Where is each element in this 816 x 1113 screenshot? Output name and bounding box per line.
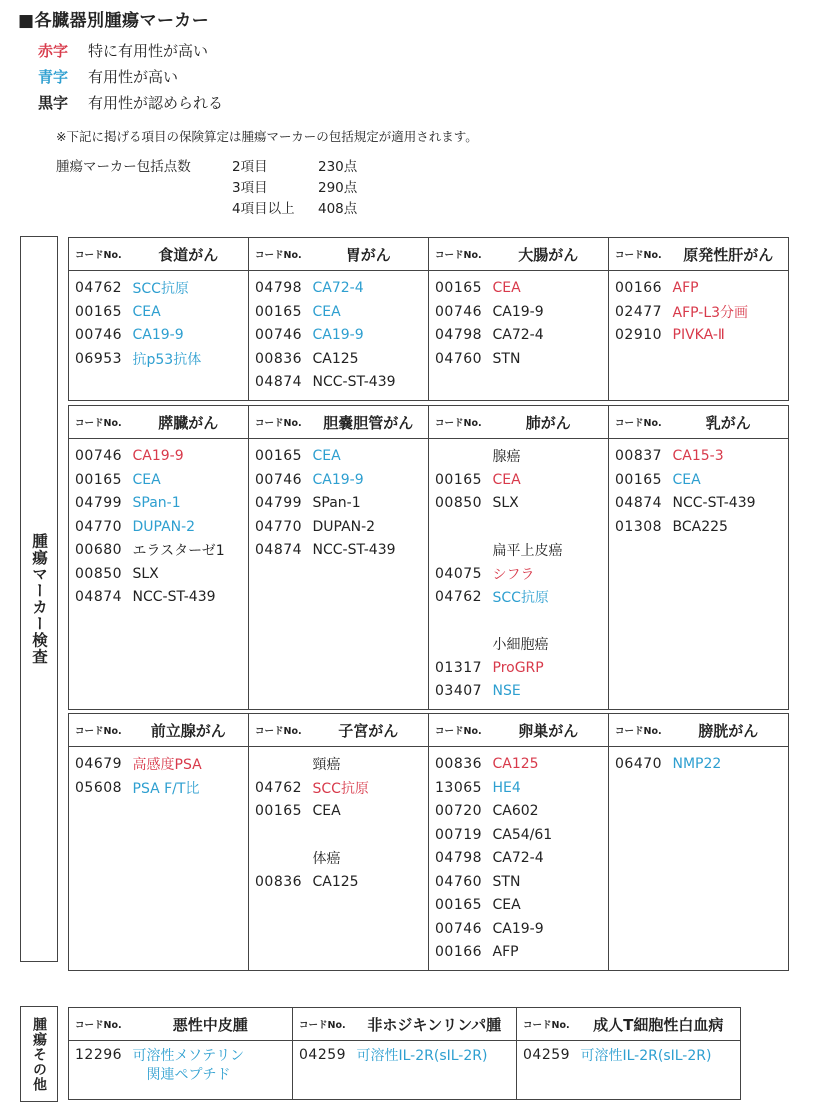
marker-code bbox=[609, 823, 669, 847]
marker-code: 04770 bbox=[255, 518, 303, 535]
marker-name: 小細胞癌 bbox=[489, 633, 609, 657]
table-row bbox=[69, 445, 789, 469]
marker-name: CA19-9 bbox=[489, 300, 609, 324]
marker-code: 00680 bbox=[75, 542, 123, 559]
marker-name: BCA225 bbox=[672, 518, 728, 535]
marker-name: NCC-ST-439 bbox=[129, 586, 249, 610]
code-column-header: コードNo. bbox=[429, 238, 489, 271]
marker-name bbox=[309, 609, 429, 633]
marker-name bbox=[309, 823, 429, 847]
marker-code: 00165 bbox=[435, 897, 483, 914]
marker-name: PSA F/T比 bbox=[129, 776, 249, 800]
marker-code bbox=[609, 941, 669, 965]
marker-name: ProGRP bbox=[489, 656, 609, 680]
table-row bbox=[69, 870, 789, 894]
marker-code bbox=[609, 847, 669, 871]
marker-name: SPan-1 bbox=[309, 492, 429, 516]
marker-name bbox=[669, 562, 789, 586]
marker-table-2 bbox=[68, 405, 789, 710]
cancer-type-header: 非ホジキンリンパ腫 bbox=[353, 1008, 517, 1041]
cancer-type-header: 膀胱がん bbox=[669, 714, 789, 747]
table-row bbox=[69, 656, 789, 680]
table-row bbox=[69, 539, 789, 563]
side-label-text: 腫瘍その他 bbox=[31, 1016, 47, 1092]
marker-name bbox=[669, 609, 789, 633]
marker-name: CA19-9 bbox=[129, 445, 249, 469]
marker-name bbox=[669, 656, 789, 680]
marker-name bbox=[669, 776, 789, 800]
marker-name: CA72-4 bbox=[309, 277, 429, 301]
marker-code: 04798 bbox=[435, 327, 483, 344]
legend-blue bbox=[38, 66, 178, 87]
marker-name: 高感度PSA bbox=[129, 753, 249, 777]
cancer-type-header: 原発性肝がん bbox=[669, 238, 789, 271]
marker-name bbox=[489, 515, 609, 539]
marker-code bbox=[429, 539, 489, 563]
points-value: 290点 bbox=[318, 180, 358, 196]
code-column-header: コードNo. bbox=[609, 406, 669, 439]
marker-name bbox=[577, 1041, 741, 1100]
marker-code bbox=[249, 847, 309, 871]
marker-code: 00719 bbox=[435, 826, 483, 843]
marker-name bbox=[669, 586, 789, 610]
marker-code bbox=[429, 609, 489, 633]
marker-name: CEA bbox=[129, 468, 249, 492]
marker-code: 04762 bbox=[75, 280, 123, 297]
marker-name bbox=[669, 800, 789, 824]
marker-name: 扁平上皮癌 bbox=[489, 539, 609, 563]
marker-code bbox=[609, 562, 669, 586]
marker-name: 腺癌 bbox=[489, 445, 609, 469]
marker-name bbox=[129, 609, 249, 633]
marker-code: 02910 bbox=[615, 327, 663, 344]
marker-name: 抗p53抗体 bbox=[129, 347, 249, 371]
marker-code bbox=[429, 515, 489, 539]
points-items: 3項目 bbox=[232, 180, 268, 196]
marker-code bbox=[429, 371, 489, 395]
marker-name: NSE bbox=[489, 680, 609, 704]
marker-name bbox=[669, 371, 789, 395]
marker-name bbox=[129, 917, 249, 941]
marker-name bbox=[129, 941, 249, 965]
cancer-type-header: 胃がん bbox=[309, 238, 429, 271]
marker-code: 00165 bbox=[255, 448, 303, 465]
marker-name: 体癌 bbox=[309, 847, 429, 871]
marker-code: 06953 bbox=[75, 350, 123, 367]
marker-code: 00166 bbox=[615, 280, 663, 297]
marker-name: NMP22 bbox=[672, 756, 722, 773]
marker-name: CEA bbox=[309, 800, 429, 824]
marker-code: 00746 bbox=[435, 920, 483, 937]
code-column-header: コードNo. bbox=[609, 714, 669, 747]
insurance-note: ※下記に掲げる項目の保険算定は腫瘍マーカーの包括規定が適用されます。 bbox=[56, 129, 478, 144]
marker-name bbox=[489, 371, 609, 395]
code-column-header: コードNo. bbox=[69, 1008, 129, 1041]
marker-table-3 bbox=[68, 713, 789, 971]
marker-name bbox=[129, 800, 249, 824]
marker-name bbox=[669, 870, 789, 894]
marker-code: 00836 bbox=[255, 873, 303, 890]
marker-name: CA19-9 bbox=[129, 324, 249, 348]
marker-code bbox=[69, 823, 129, 847]
cancer-type-header: 肺がん bbox=[489, 406, 609, 439]
marker-name: CEA bbox=[672, 471, 701, 488]
marker-name: STN bbox=[489, 347, 609, 371]
marker-code bbox=[249, 917, 309, 941]
marker-code bbox=[609, 633, 669, 657]
marker-name: CA19-9 bbox=[489, 917, 609, 941]
marker-name: DUPAN-2 bbox=[309, 515, 429, 539]
marker-name: CEA bbox=[489, 894, 609, 918]
marker-name: CEA bbox=[129, 300, 249, 324]
marker-code bbox=[69, 656, 129, 680]
marker-code bbox=[69, 941, 129, 965]
table-row bbox=[69, 300, 789, 324]
cancer-type-header: 胆嚢胆管がん bbox=[309, 406, 429, 439]
marker-code bbox=[249, 609, 309, 633]
marker-code bbox=[249, 586, 309, 610]
marker-code: 00720 bbox=[435, 803, 483, 820]
marker-code bbox=[69, 894, 129, 918]
marker-name-line: 可溶性IL-2R(sIL-2R) bbox=[356, 1048, 488, 1064]
table-row bbox=[69, 941, 789, 965]
marker-code: 05608 bbox=[75, 779, 123, 796]
marker-name: CA125 bbox=[309, 347, 429, 371]
table-row bbox=[69, 1041, 741, 1100]
code-column-header: コードNo. bbox=[293, 1008, 353, 1041]
marker-name bbox=[669, 680, 789, 704]
marker-code bbox=[69, 680, 129, 704]
marker-name bbox=[309, 917, 429, 941]
points-items: 2項目 bbox=[232, 159, 268, 175]
marker-name bbox=[309, 586, 429, 610]
marker-name bbox=[309, 633, 429, 657]
marker-code: 00165 bbox=[75, 303, 123, 320]
marker-code: 04770 bbox=[75, 518, 123, 535]
marker-code: 04762 bbox=[435, 589, 483, 606]
table-row bbox=[69, 586, 789, 610]
marker-name bbox=[353, 1041, 517, 1100]
marker-name bbox=[669, 539, 789, 563]
cancer-type-header: 食道がん bbox=[129, 238, 249, 271]
marker-code: 04798 bbox=[435, 850, 483, 867]
marker-name: CA72-4 bbox=[489, 847, 609, 871]
marker-code bbox=[69, 917, 129, 941]
side-label-text: 腫瘍マーカー検査 bbox=[30, 533, 48, 665]
code-column-header: コードNo. bbox=[69, 238, 129, 271]
marker-name: SLX bbox=[129, 562, 249, 586]
marker-code bbox=[609, 870, 669, 894]
marker-name: HE4 bbox=[489, 776, 609, 800]
cancer-type-header: 前立腺がん bbox=[129, 714, 249, 747]
marker-name: シフラ bbox=[489, 562, 609, 586]
marker-code bbox=[249, 656, 309, 680]
marker-code: 04760 bbox=[435, 873, 483, 890]
marker-code bbox=[249, 941, 309, 965]
marker-name: CEA bbox=[489, 468, 609, 492]
code-column-header: コードNo. bbox=[249, 238, 309, 271]
marker-code: 04874 bbox=[615, 495, 663, 512]
marker-code bbox=[609, 539, 669, 563]
marker-code bbox=[69, 633, 129, 657]
marker-name: NCC-ST-439 bbox=[309, 539, 429, 563]
marker-name bbox=[669, 347, 789, 371]
marker-code bbox=[249, 823, 309, 847]
marker-name: CA602 bbox=[489, 800, 609, 824]
table-row bbox=[69, 917, 789, 941]
marker-name bbox=[669, 633, 789, 657]
code-column-header: コードNo. bbox=[69, 406, 129, 439]
marker-name: CEA bbox=[309, 300, 429, 324]
side-label-main bbox=[20, 236, 58, 962]
marker-name: SCC抗原 bbox=[489, 586, 609, 610]
cancer-type-header: 卵巣がん bbox=[489, 714, 609, 747]
marker-code bbox=[249, 680, 309, 704]
marker-name: SLX bbox=[489, 492, 609, 516]
marker-code: 04259 bbox=[523, 1047, 571, 1063]
cancer-type-header: 乳がん bbox=[669, 406, 789, 439]
marker-code bbox=[609, 800, 669, 824]
marker-name bbox=[309, 680, 429, 704]
table-row bbox=[69, 324, 789, 348]
marker-name bbox=[129, 633, 249, 657]
marker-name bbox=[309, 656, 429, 680]
marker-code: 00746 bbox=[75, 448, 123, 465]
table-row bbox=[69, 847, 789, 871]
side-label-other bbox=[20, 1006, 58, 1102]
table-row bbox=[69, 800, 789, 824]
marker-name bbox=[129, 870, 249, 894]
table-row bbox=[69, 753, 789, 777]
marker-name: SCC抗原 bbox=[309, 776, 429, 800]
marker-code bbox=[609, 776, 669, 800]
marker-name bbox=[669, 917, 789, 941]
marker-code bbox=[429, 633, 489, 657]
marker-code bbox=[609, 894, 669, 918]
marker-name: エラスターゼ1 bbox=[129, 539, 249, 563]
legend-desc: 有用性が認められる bbox=[88, 94, 224, 112]
marker-code: 00746 bbox=[255, 327, 303, 344]
table-row bbox=[69, 468, 789, 492]
code-column-header: コードNo. bbox=[609, 238, 669, 271]
marker-code bbox=[69, 609, 129, 633]
marker-name-line: 可溶性IL-2R(sIL-2R) bbox=[580, 1048, 712, 1064]
marker-code: 00836 bbox=[435, 756, 483, 773]
marker-code: 01317 bbox=[435, 659, 483, 676]
marker-code: 00836 bbox=[255, 350, 303, 367]
other-marker-table bbox=[68, 1007, 741, 1100]
points-items: 4項目以上 bbox=[232, 201, 295, 217]
marker-code: 04798 bbox=[255, 280, 303, 297]
code-column-header: コードNo. bbox=[249, 714, 309, 747]
legend-key: 赤字 bbox=[38, 42, 69, 60]
marker-table-1 bbox=[68, 237, 789, 401]
marker-code: 01308 bbox=[615, 518, 663, 535]
marker-name: CEA bbox=[489, 277, 609, 301]
marker-code bbox=[609, 917, 669, 941]
marker-code: 04679 bbox=[75, 756, 123, 773]
marker-code bbox=[249, 633, 309, 657]
legend-key: 青字 bbox=[38, 68, 69, 86]
marker-code: 00165 bbox=[435, 280, 483, 297]
code-column-header: コードNo. bbox=[249, 406, 309, 439]
marker-code: 00746 bbox=[435, 303, 483, 320]
table-row bbox=[69, 633, 789, 657]
marker-name bbox=[309, 941, 429, 965]
marker-name: NCC-ST-439 bbox=[309, 371, 429, 395]
marker-code bbox=[249, 562, 309, 586]
marker-name bbox=[669, 823, 789, 847]
table-row bbox=[69, 823, 789, 847]
code-column-header: コードNo. bbox=[429, 406, 489, 439]
marker-name bbox=[309, 562, 429, 586]
marker-code: 00165 bbox=[615, 471, 663, 488]
table-row bbox=[69, 492, 789, 516]
points-label: 腫瘍マーカー包括点数 bbox=[56, 159, 191, 175]
marker-name bbox=[309, 894, 429, 918]
points-value: 230点 bbox=[318, 159, 358, 175]
marker-name: DUPAN-2 bbox=[129, 515, 249, 539]
marker-code: 03407 bbox=[435, 683, 483, 700]
marker-code: 04874 bbox=[255, 374, 303, 391]
marker-name: SCC抗原 bbox=[129, 277, 249, 301]
table-row bbox=[69, 515, 789, 539]
marker-code: 00850 bbox=[435, 495, 483, 512]
marker-name bbox=[669, 941, 789, 965]
marker-name: CA19-9 bbox=[309, 468, 429, 492]
page-title: ■各臓器別腫瘍マーカー bbox=[18, 11, 210, 31]
table-row bbox=[69, 347, 789, 371]
marker-name bbox=[669, 847, 789, 871]
cancer-type-header: 成人T細胞性白血病 bbox=[577, 1008, 741, 1041]
marker-code bbox=[69, 870, 129, 894]
marker-code bbox=[429, 445, 489, 469]
marker-code: 00746 bbox=[75, 327, 123, 344]
marker-code: 04760 bbox=[435, 350, 483, 367]
marker-code: 00166 bbox=[435, 944, 483, 961]
cancer-type-header: 大腸がん bbox=[489, 238, 609, 271]
marker-code: 00837 bbox=[615, 448, 663, 465]
cancer-type-header: 悪性中皮腫 bbox=[129, 1008, 293, 1041]
legend-black bbox=[38, 92, 223, 113]
marker-name-line: 関連ペプチド bbox=[146, 1067, 231, 1083]
table-row bbox=[69, 562, 789, 586]
marker-code: 00165 bbox=[255, 803, 303, 820]
marker-name-line: 可溶性メソテリン bbox=[132, 1048, 245, 1064]
marker-code: 00746 bbox=[255, 471, 303, 488]
table-row bbox=[69, 894, 789, 918]
marker-name: CA19-9 bbox=[309, 324, 429, 348]
marker-code bbox=[69, 371, 129, 395]
marker-name: CA54/61 bbox=[489, 823, 609, 847]
marker-name: NCC-ST-439 bbox=[672, 495, 756, 512]
table-row bbox=[69, 609, 789, 633]
cancer-type-header: 膵臓がん bbox=[129, 406, 249, 439]
marker-name bbox=[129, 847, 249, 871]
marker-code: 02477 bbox=[615, 303, 663, 320]
marker-name bbox=[129, 371, 249, 395]
marker-code bbox=[609, 371, 669, 395]
marker-code: 04075 bbox=[435, 565, 483, 582]
table-row bbox=[69, 371, 789, 395]
marker-name: CA125 bbox=[309, 870, 429, 894]
marker-code: 00165 bbox=[435, 471, 483, 488]
marker-code: 04874 bbox=[75, 589, 123, 606]
legend-red bbox=[38, 40, 208, 61]
marker-name: AFP bbox=[672, 280, 699, 297]
marker-code bbox=[609, 656, 669, 680]
code-column-header: コードNo. bbox=[69, 714, 129, 747]
marker-name: CEA bbox=[309, 445, 429, 469]
marker-name: 頸癌 bbox=[309, 753, 429, 777]
marker-name: CA125 bbox=[489, 753, 609, 777]
table-row bbox=[69, 776, 789, 800]
marker-code: 06470 bbox=[615, 756, 663, 773]
legend-desc: 有用性が高い bbox=[88, 68, 179, 86]
marker-code bbox=[249, 753, 309, 777]
marker-code bbox=[609, 680, 669, 704]
marker-code: 00850 bbox=[75, 565, 123, 582]
marker-name bbox=[489, 609, 609, 633]
marker-name: PIVKA-Ⅱ bbox=[672, 327, 725, 344]
marker-code bbox=[609, 609, 669, 633]
legend-desc: 特に有用性が高い bbox=[88, 42, 209, 60]
marker-name: AFP bbox=[489, 941, 609, 965]
marker-name bbox=[129, 894, 249, 918]
marker-code bbox=[609, 586, 669, 610]
cancer-type-header: 子宮がん bbox=[309, 714, 429, 747]
marker-code bbox=[69, 847, 129, 871]
marker-name bbox=[129, 656, 249, 680]
marker-code: 00165 bbox=[75, 471, 123, 488]
marker-name: CA15-3 bbox=[672, 448, 724, 465]
marker-name: STN bbox=[489, 870, 609, 894]
marker-name: AFP-L3分画 bbox=[672, 304, 749, 321]
marker-name bbox=[129, 680, 249, 704]
marker-name: SPan-1 bbox=[129, 492, 249, 516]
marker-name bbox=[669, 894, 789, 918]
marker-name bbox=[129, 823, 249, 847]
marker-code bbox=[609, 347, 669, 371]
code-column-header: コードNo. bbox=[429, 714, 489, 747]
marker-name: CA72-4 bbox=[489, 324, 609, 348]
marker-code: 13065 bbox=[435, 779, 483, 796]
marker-code: 04259 bbox=[299, 1047, 347, 1063]
marker-name bbox=[129, 1041, 293, 1100]
table-row bbox=[69, 277, 789, 301]
points-value: 408点 bbox=[318, 201, 358, 217]
code-column-header: コードNo. bbox=[517, 1008, 577, 1041]
marker-code: 04762 bbox=[255, 779, 303, 796]
marker-code: 04874 bbox=[255, 542, 303, 559]
marker-code: 04799 bbox=[255, 495, 303, 512]
marker-code: 04799 bbox=[75, 495, 123, 512]
marker-code bbox=[249, 894, 309, 918]
marker-code: 00165 bbox=[255, 303, 303, 320]
marker-code bbox=[69, 800, 129, 824]
marker-code: 12296 bbox=[75, 1047, 123, 1063]
legend-key: 黒字 bbox=[38, 94, 69, 112]
table-row bbox=[69, 680, 789, 704]
